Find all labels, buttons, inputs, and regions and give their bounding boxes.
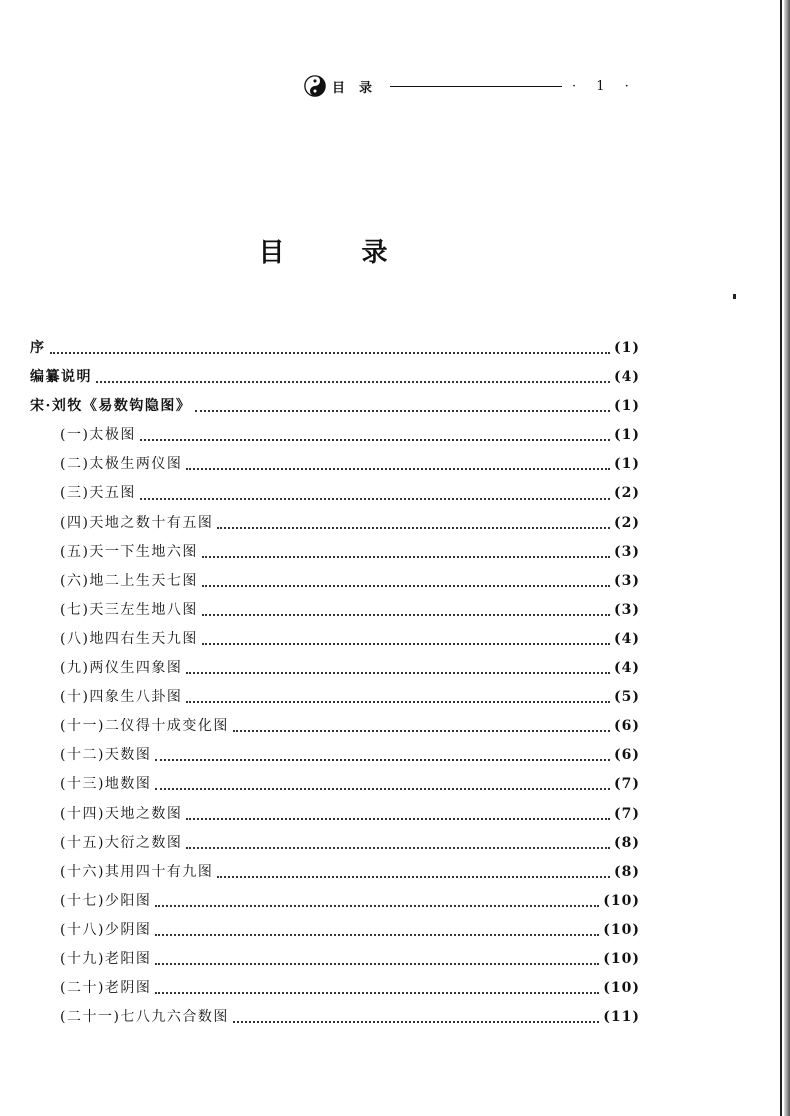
- toc-entry-page: (4): [614, 630, 640, 647]
- toc-leader-dots: [186, 467, 610, 470]
- toc-leader-dots: [140, 497, 610, 500]
- toc-leader-dots: [140, 438, 610, 441]
- toc-entry-title: (十一)二仪得十成变化图: [60, 718, 229, 735]
- toc-entry-title: (十七)少阳图: [60, 892, 152, 909]
- toc-leader-dots: [155, 758, 610, 761]
- toc-entry-page: (6): [614, 747, 640, 764]
- toc-entry-page: (4): [614, 369, 640, 386]
- toc-leader-dots: [233, 729, 610, 732]
- toc-entry-page: (3): [614, 543, 640, 560]
- toc-entry-title: (四)天地之数十有五图: [60, 514, 214, 531]
- toc-entry-title: (十)四象生八卦图: [60, 689, 183, 706]
- toc-entry-page: (8): [614, 834, 640, 851]
- toc-entry: [30, 829, 640, 858]
- toc-entry-page: (3): [614, 572, 640, 589]
- toc-entry: [30, 683, 640, 712]
- toc-entry: [30, 916, 640, 945]
- toc-entry: [30, 945, 640, 974]
- page-title: 目 录: [258, 238, 422, 268]
- toc-entry: [30, 887, 640, 916]
- toc-entry: [30, 509, 640, 538]
- toc-leader-dots: [50, 351, 611, 354]
- toc-entry-page: (2): [614, 485, 640, 502]
- toc-entry: [30, 858, 640, 887]
- toc-entry-title: 宋·刘牧《易数钩隐图》: [30, 398, 192, 415]
- toc-entry: [30, 567, 640, 596]
- toc-entry: [30, 450, 640, 479]
- toc-leader-dots: [233, 1020, 599, 1023]
- toc-entry: [30, 596, 640, 625]
- toc-leader-dots: [186, 846, 610, 849]
- toc-entry-page: (7): [614, 805, 640, 822]
- toc-leader-dots: [155, 933, 599, 936]
- toc-leader-dots: [217, 875, 610, 878]
- toc-leader-dots: [155, 962, 599, 965]
- running-header: [304, 74, 637, 98]
- toc-entry: [30, 974, 640, 1003]
- table-of-contents: [30, 334, 640, 1032]
- toc-entry: [30, 421, 640, 450]
- toc-leader-dots: [155, 904, 599, 907]
- toc-entry-title: (十九)老阳图: [60, 950, 152, 967]
- toc-leader-dots: [195, 409, 610, 412]
- page-edge-shadow: [784, 0, 790, 1116]
- toc-entry-title: 序: [30, 340, 46, 356]
- toc-leader-dots: [186, 700, 610, 703]
- toc-leader-dots: [155, 787, 610, 790]
- toc-entry-page: (2): [614, 514, 640, 531]
- toc-entry-page: (10): [603, 950, 640, 967]
- toc-entry-title: (十三)地数图: [60, 776, 152, 793]
- toc-entry-title: (一)太极图: [60, 427, 136, 444]
- toc-entry-title: (二十一)七八九六合数图: [60, 1009, 229, 1026]
- toc-leader-dots: [186, 817, 610, 820]
- toc-entry-title: 编纂说明: [30, 369, 92, 386]
- toc-entry: [30, 363, 640, 392]
- toc-entry-page: (10): [603, 980, 640, 997]
- toc-entry-title: (十六)其用四十有九图: [60, 863, 214, 880]
- toc-entry-page: (6): [614, 718, 640, 735]
- toc-entry-page: (1): [614, 340, 640, 356]
- toc-entry: [30, 479, 640, 508]
- toc-entry-page: (10): [603, 921, 640, 938]
- toc-entry-title: (二)太极生两仪图: [60, 456, 183, 473]
- toc-leader-dots: [186, 671, 610, 674]
- toc-entry: [30, 712, 640, 741]
- toc-entry-page: (3): [614, 601, 640, 618]
- header-rule: [390, 86, 562, 87]
- toc-entry: [30, 770, 640, 799]
- toc-entry-title: (十八)少阴图: [60, 921, 152, 938]
- yin-yang-icon: [304, 75, 326, 97]
- toc-entry-title: (五)天一下生地六图: [60, 543, 198, 560]
- toc-entry-title: (七)天三左生地八图: [60, 601, 198, 618]
- toc-entry-page: (7): [614, 776, 640, 793]
- toc-entry-title: (九)两仪生四象图: [60, 660, 183, 677]
- toc-leader-dots: [202, 584, 610, 587]
- toc-leader-dots: [217, 526, 610, 529]
- page-edge-line: [780, 0, 782, 1116]
- toc-entry-title: (三)天五图: [60, 485, 136, 502]
- toc-leader-dots: [202, 613, 610, 616]
- toc-entry: [30, 1003, 640, 1032]
- toc-entry-title: (六)地二上生天七图: [60, 572, 198, 589]
- toc-entry-title: (十五)大衍之数图: [60, 834, 183, 851]
- stray-mark: [733, 294, 736, 299]
- toc-entry-page: (5): [614, 689, 640, 706]
- toc-entry-title: (二十)老阴图: [60, 980, 152, 997]
- toc-entry-page: (8): [614, 863, 640, 880]
- toc-entry: [30, 654, 640, 683]
- toc-entry: [30, 625, 640, 654]
- toc-leader-dots: [202, 555, 610, 558]
- toc-entry-title: (八)地四右生天九图: [60, 630, 198, 647]
- toc-entry: [30, 392, 640, 421]
- toc-entry-page: (1): [614, 398, 640, 415]
- toc-entry-title: (十四)天地之数图: [60, 805, 183, 822]
- toc-entry-page: (1): [614, 456, 640, 473]
- toc-entry: [30, 800, 640, 829]
- toc-entry: [30, 538, 640, 567]
- toc-entry-page: (4): [614, 660, 640, 677]
- toc-leader-dots: [96, 380, 610, 383]
- toc-entry-page: (10): [603, 892, 640, 909]
- toc-entry-title: (十二)天数图: [60, 747, 152, 764]
- toc-leader-dots: [155, 991, 599, 994]
- header-title: 目录: [332, 80, 387, 96]
- header-page-marker: · 1 ·: [572, 78, 637, 94]
- toc-leader-dots: [202, 642, 610, 645]
- toc-entry: [30, 334, 640, 363]
- toc-entry-page: (1): [614, 427, 640, 444]
- toc-entry-page: (11): [603, 1009, 640, 1026]
- toc-entry: [30, 741, 640, 770]
